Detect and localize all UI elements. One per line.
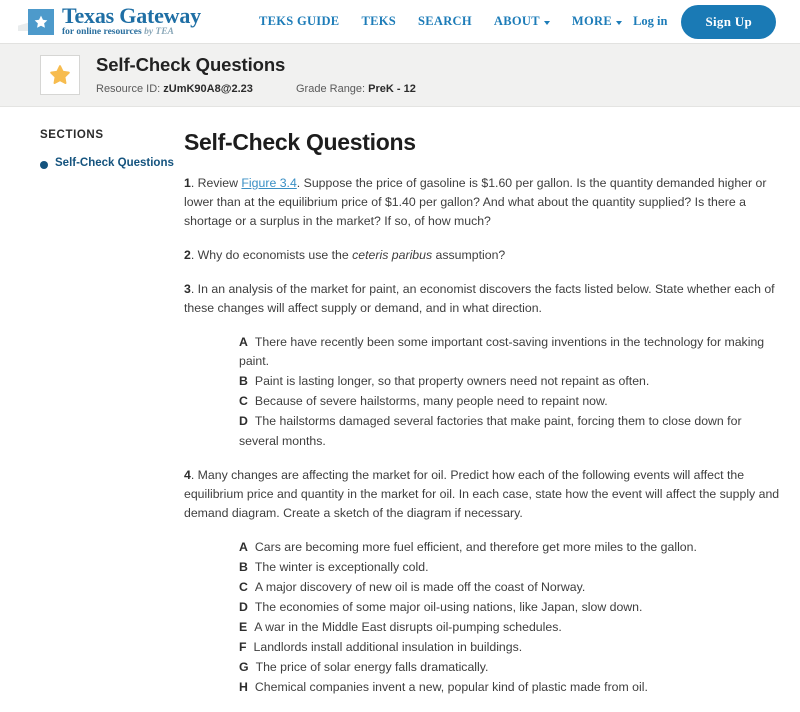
- question-4-text: . Many changes are affecting the market for oil. Predict how each of the following events will affect the equilibrium price and quantity in the market for oil. In each case, state how the event will affect the supply and demand diagram. Create a sketch of the diagram if necessary.: [184, 467, 780, 520]
- signup-button[interactable]: Sign Up: [681, 5, 776, 39]
- figure-link[interactable]: Figure 3.4: [241, 176, 297, 190]
- list-item-text: There have recently been some important cost-saving inventions in the technology for making paint.: [239, 335, 765, 369]
- list-item-text: Chemical companies invent a new, popular kind of plastic made from oil.: [254, 680, 648, 695]
- logo-by-tea: by TEA: [144, 27, 174, 38]
- list-item-letter: A: [239, 335, 248, 350]
- chevron-down-icon: [544, 21, 550, 25]
- list-item-letter: B: [239, 559, 248, 574]
- list-item-text: The hailstorms damaged several factories that make paint, forcing them to close down for several months.: [239, 414, 742, 448]
- logo-star-icon: [28, 9, 54, 35]
- nav-item-teks-guide-label: TEKS GUIDE: [258, 14, 340, 28]
- list-item-letter: A: [239, 539, 248, 554]
- grade-range-field: [296, 83, 416, 95]
- page-body: [0, 107, 800, 712]
- list-item-text: Paint is lasting longer, so that property owners need not repaint as often.: [254, 374, 650, 389]
- nav-item-about-label: ABOUT: [493, 14, 540, 28]
- site-logo[interactable]: [28, 5, 201, 38]
- main-content: [182, 129, 800, 712]
- sidebar-heading: SECTIONS: [40, 129, 104, 141]
- logo-text: [62, 5, 201, 38]
- list-item-letter: C: [239, 394, 248, 409]
- list-item-letter: G: [239, 659, 249, 674]
- page-title: Self-Check Questions: [184, 129, 416, 155]
- resource-subline: [96, 83, 416, 95]
- list-item-text: A major discovery of new oil is made off the coast of Norway.: [254, 579, 586, 594]
- resource-id-value: zUmK90A8@2.23: [163, 82, 253, 95]
- list-item: [239, 658, 782, 677]
- list-item: [239, 412, 782, 450]
- resource-id-label: Resource ID:: [96, 82, 161, 95]
- list-item: [239, 638, 782, 657]
- question-3-number: 3: [184, 282, 191, 297]
- question-1-post: . Suppose the price of gasoline is $1.60 per gallon. Is the quantity demanded higher or lower than at the equilibrium price of $1.40 per gallon? And what about the quantity supplied? Is there a shortage or a surplus in the market? If so, of how much?: [184, 176, 767, 229]
- sidebar-item-label: Self-Check Questions: [55, 157, 174, 169]
- question-1-pre: . Review: [190, 176, 242, 190]
- nav-item-search-label: SEARCH: [418, 14, 472, 28]
- list-item: [239, 678, 782, 697]
- question-1: [184, 174, 782, 231]
- nav-item-about[interactable]: [494, 14, 550, 29]
- nav-item-teks-label: TEKS: [361, 14, 397, 28]
- question-4-sublist: [184, 538, 782, 697]
- list-item: [239, 392, 782, 411]
- resource-star-icon: [40, 55, 80, 95]
- list-item-text: The price of solar energy falls dramatically.: [255, 659, 489, 674]
- nav-item-more-label: MORE: [571, 14, 612, 28]
- logo-title: Texas Gateway: [62, 3, 201, 29]
- question-2-number: 2: [184, 248, 191, 263]
- list-item-text: The economies of some major oil-using nations, like Japan, slow down.: [254, 599, 643, 614]
- list-item-text: The winter is exceptionally cold.: [254, 559, 429, 574]
- bullet-icon: [40, 161, 48, 169]
- question-3: [184, 280, 782, 318]
- list-item: [239, 598, 782, 617]
- nav-item-teks-guide[interactable]: [259, 14, 339, 29]
- top-navbar: [0, 0, 800, 43]
- list-item-letter: H: [239, 680, 248, 695]
- list-item: [239, 618, 782, 637]
- grade-range-value: PreK - 12: [368, 82, 416, 95]
- logo-subtitle-main: for online resources: [62, 27, 142, 38]
- main-navigation: [259, 14, 622, 29]
- logo-subtitle: [62, 28, 201, 38]
- list-item-letter: E: [239, 619, 248, 634]
- list-item: [239, 333, 782, 371]
- question-3-sublist: [184, 333, 782, 450]
- list-item-text: Landlords install additional insulation in buildings.: [253, 639, 523, 654]
- question-2: [184, 246, 782, 265]
- sidebar: [0, 129, 182, 712]
- nav-item-teks[interactable]: [361, 14, 396, 29]
- resource-header-band: [0, 43, 800, 107]
- list-item-letter: D: [239, 599, 248, 614]
- list-item: [239, 372, 782, 391]
- resource-id-field: [96, 83, 296, 95]
- question-2-post: assumption?: [432, 248, 506, 263]
- login-link[interactable]: Log in: [633, 14, 668, 28]
- list-item: [239, 558, 782, 577]
- sidebar-item-self-check-questions[interactable]: [40, 157, 182, 171]
- question-4: [184, 466, 782, 523]
- list-item-letter: C: [239, 579, 248, 594]
- list-item: [239, 538, 782, 557]
- list-item-text: Cars are becoming more fuel efficient, and therefore get more miles to the gallon.: [254, 539, 697, 554]
- question-3-text: . In an analysis of the market for paint, an economist discovers the facts listed below. State whether each of these changes will affect supply or demand, and in what direction.: [184, 282, 775, 316]
- account-actions: [633, 5, 800, 39]
- resource-meta: [96, 55, 416, 94]
- list-item-text: Because of severe hailstorms, many people need to repaint now.: [254, 394, 608, 409]
- list-item-letter: F: [239, 639, 247, 654]
- list-item: [239, 578, 782, 597]
- question-4-number: 4: [184, 467, 191, 482]
- list-item-letter: B: [239, 374, 248, 389]
- resource-title: Self-Check Questions: [96, 54, 286, 76]
- list-item-letter: D: [239, 414, 248, 429]
- nav-item-search[interactable]: [418, 14, 472, 29]
- nav-item-more[interactable]: [572, 14, 622, 29]
- question-2-pre: . Why do economists use the: [190, 248, 353, 263]
- list-item-text: A war in the Middle East disrupts oil-pumping schedules.: [254, 619, 562, 634]
- question-1-number: 1: [184, 176, 191, 190]
- question-2-italic-term: ceteris paribus: [352, 248, 433, 263]
- chevron-down-icon: [616, 21, 622, 25]
- grade-range-label: Grade Range:: [296, 82, 366, 95]
